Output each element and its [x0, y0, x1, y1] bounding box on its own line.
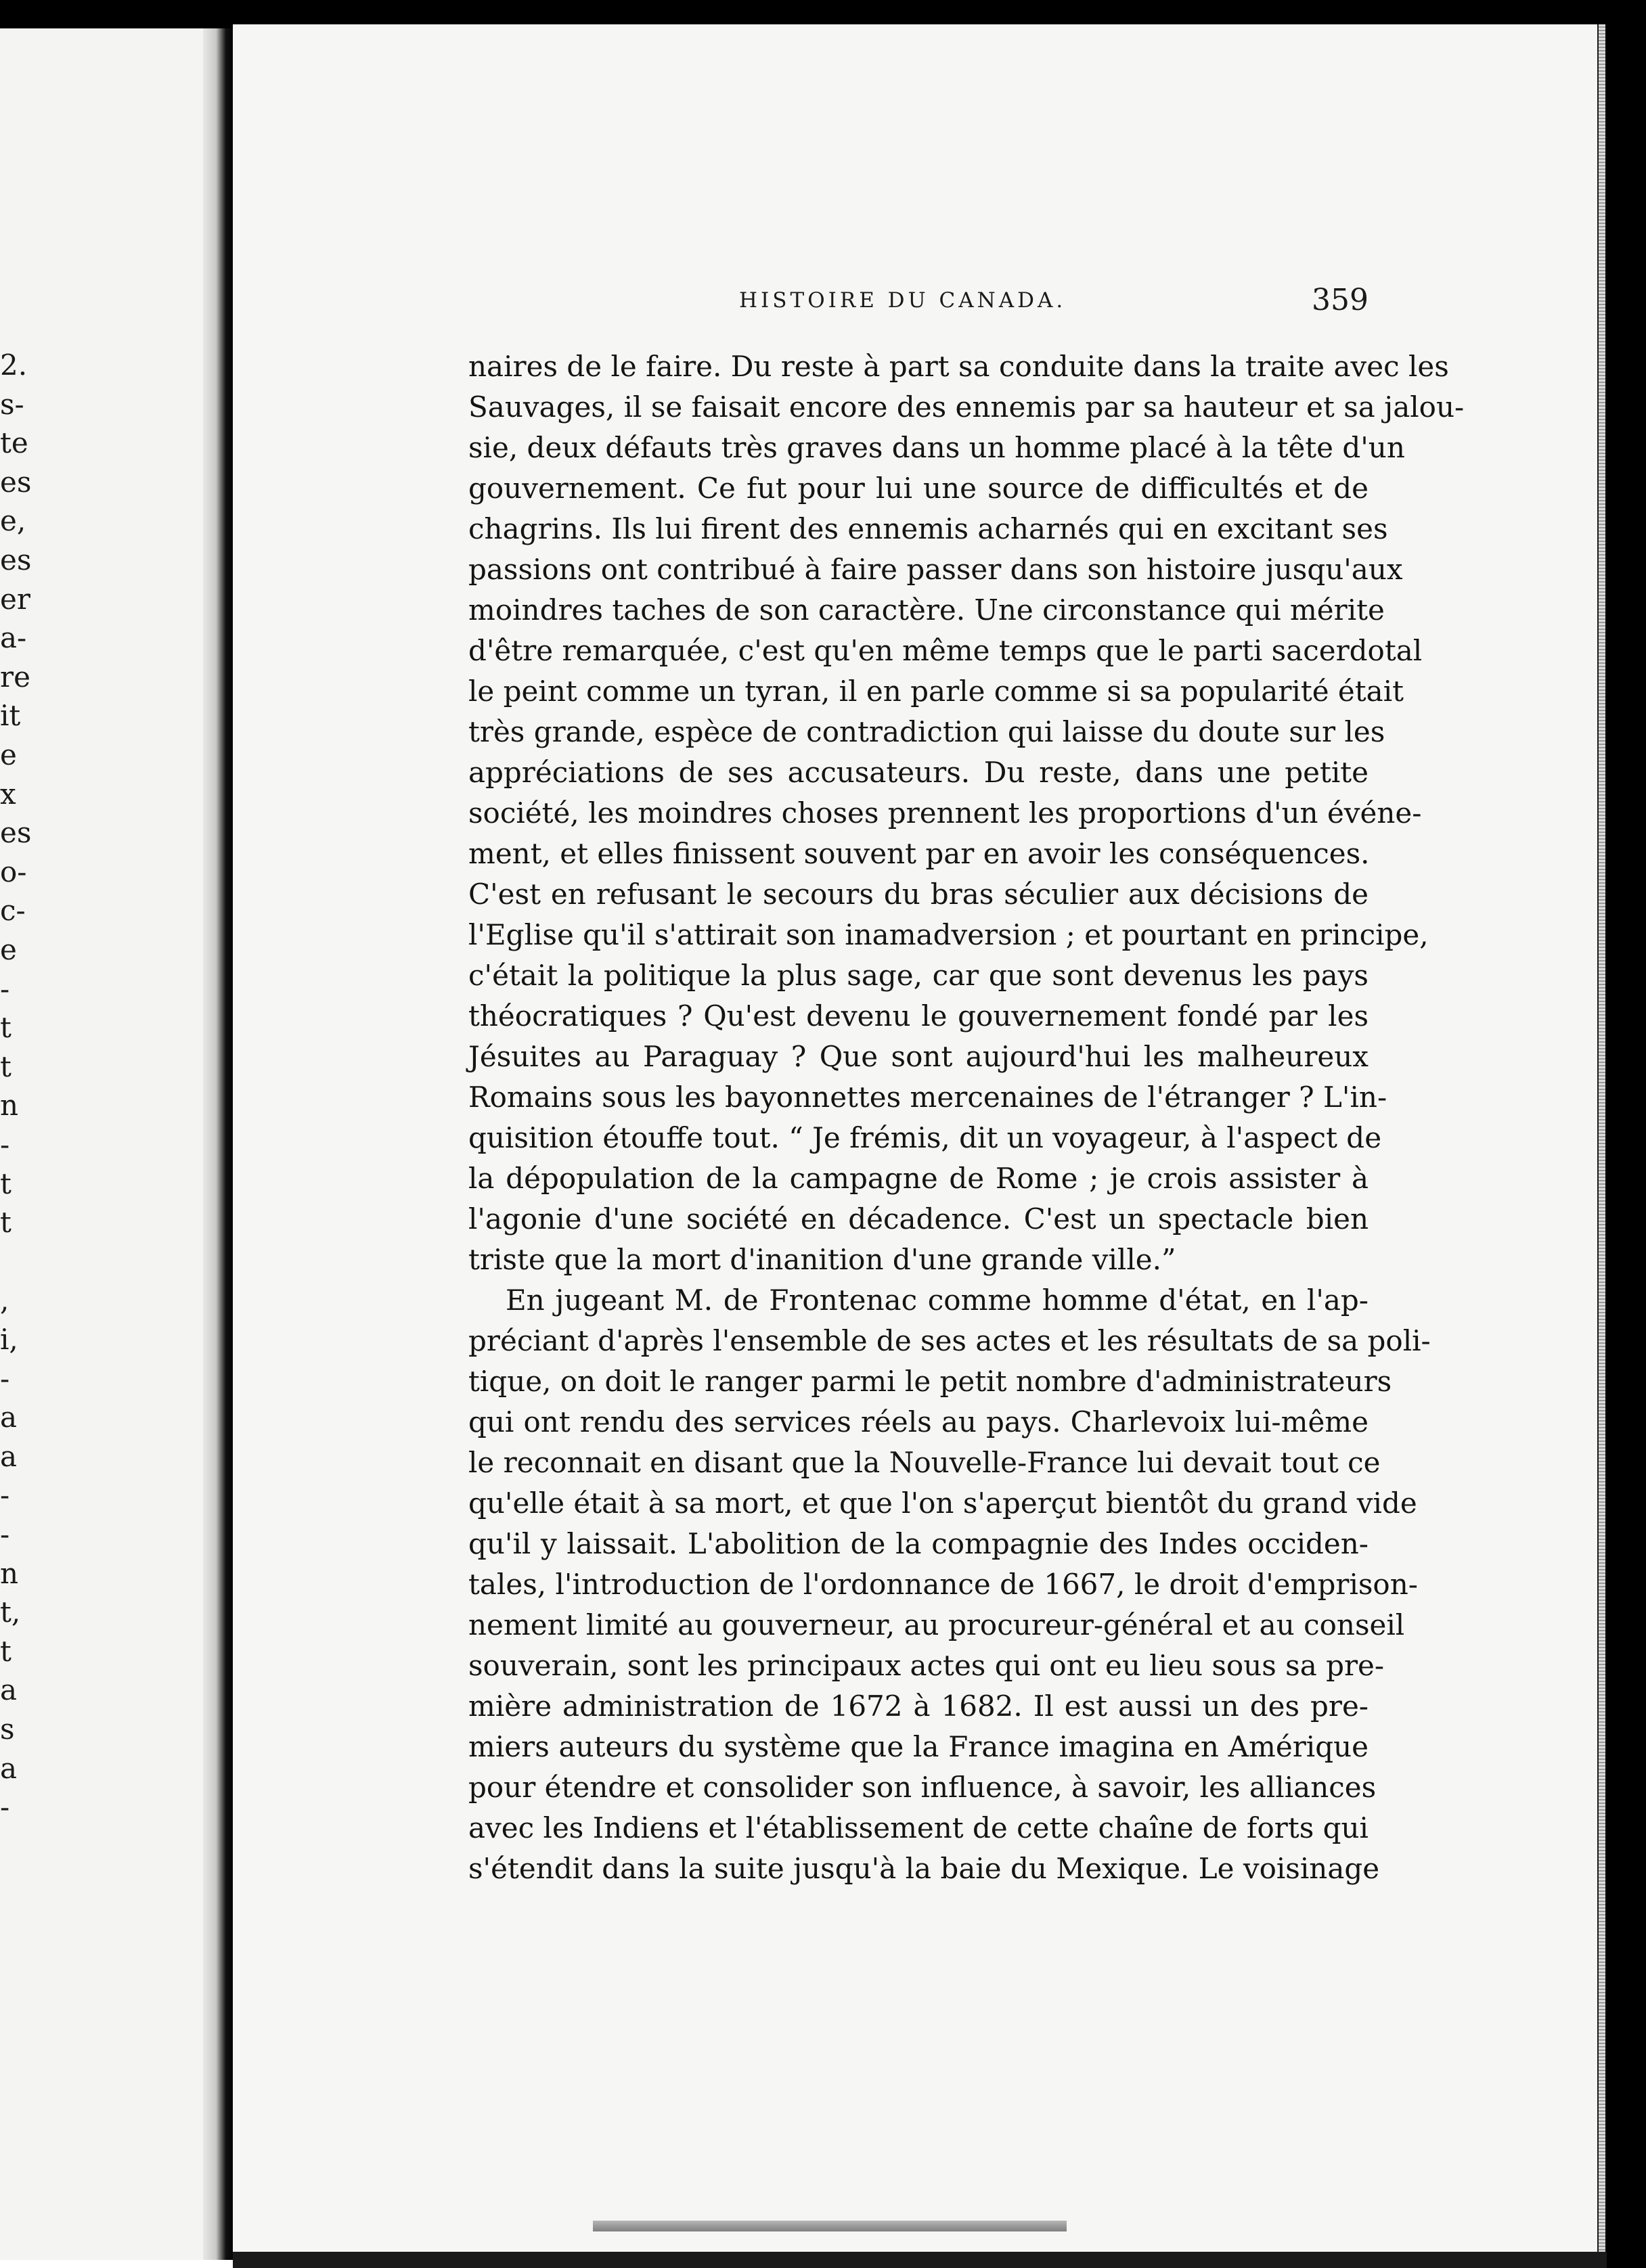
facing-line-fragment: ,	[0, 1284, 9, 1317]
text-line: avec les Indiens et l'établissement de cette chaîne de forts qui	[468, 1811, 1369, 1844]
text-line: ment, et elles finissent souvent par en avoir les conséquences.	[468, 837, 1370, 870]
facing-line-fragment: -	[0, 1361, 10, 1395]
facing-line-fragment: -	[0, 1128, 10, 1161]
text-line: qu'il y laissait. L'abolition de la compagnie des Indes occiden-	[468, 1527, 1369, 1560]
facing-line-fragment: -	[0, 972, 10, 1005]
text-line: souverain, sont les principaux actes qui ont eu lieu sous sa pre-	[468, 1649, 1385, 1682]
facing-line-fragment: a	[0, 1751, 18, 1785]
facing-line-fragment: 2.	[0, 348, 28, 382]
facing-line-fragment: -	[0, 1790, 10, 1824]
text-line: appréciations de ses accusateurs. Du reste, dans une petite	[468, 756, 1369, 789]
facing-line-fragment: it	[0, 699, 21, 733]
page-bottom-strip	[593, 2221, 1067, 2231]
text-line: le peint comme un tyran, il en parle comme si sa popularité était	[468, 675, 1404, 708]
scan-border-bottom	[233, 2252, 1607, 2268]
facing-line-fragment: a	[0, 1439, 18, 1473]
text-line: gouvernement. Ce fut pour lui une source de difficultés et de	[468, 472, 1369, 505]
text-line: société, les moindres choses prennent les proportions d'un événe-	[468, 796, 1422, 830]
text-line: d'être remarquée, c'est qu'en même temps que le parti sacerdotal	[468, 634, 1423, 667]
facing-line-fragment: e,	[0, 504, 26, 538]
text-line: le reconnait en disant que la Nouvelle-France lui devait tout ce	[468, 1446, 1381, 1479]
facing-line-fragment: es	[0, 465, 32, 499]
text-line: passions ont contribué à faire passer dans son histoire jusqu'aux	[468, 553, 1403, 586]
text-line: c'était la politique la plus sage, car que sont devenus les pays	[468, 959, 1369, 992]
facing-line-fragment: te	[0, 426, 28, 460]
text-line: sie, deux défauts très graves dans un homme placé à la tête d'un	[468, 431, 1405, 464]
facing-line-fragment: t	[0, 1206, 12, 1240]
text-line: C'est en refusant le secours du bras séculier aux décisions de	[468, 878, 1369, 911]
facing-line-fragment: s-	[0, 387, 24, 421]
facing-line-fragment: er	[0, 582, 30, 616]
scan-border-right	[1605, 0, 1646, 2268]
text-line: Sauvages, il se faisait encore des ennemis par sa hauteur et sa jalou-	[468, 390, 1465, 424]
text-line: la dépopulation de la campagne de Rome ; je crois assister à	[468, 1162, 1369, 1195]
text-line: miers auteurs du système que la France imagina en Amérique	[468, 1730, 1369, 1763]
running-head: HISTOIRE DU CANADA.	[739, 288, 1067, 313]
text-line: mière administration de 1672 à 1682. Il est aussi un des pre-	[468, 1689, 1369, 1723]
text-line: théocratiques ? Qu'est devenu le gouvernement fondé par les	[468, 999, 1369, 1033]
facing-line-fragment: c-	[0, 894, 26, 928]
facing-line-fragment: a	[0, 1401, 18, 1434]
text-line: chagrins. Ils lui firent des ennemis acharnés qui en excitant ses	[468, 512, 1388, 545]
facing-line-fragment: s	[0, 1713, 15, 1746]
facing-line-fragment: t	[0, 1166, 12, 1200]
facing-line-fragment: es	[0, 543, 32, 576]
facing-line-fragment: a-	[0, 621, 27, 655]
text-line: tique, on doit le ranger parmi le petit nombre d'administrateurs	[468, 1365, 1392, 1398]
text-line: qui ont rendu des services réels au pays. Charlevoix lui-même	[468, 1405, 1369, 1438]
text-line: triste que la mort d'inanition d'une grande ville.”	[468, 1243, 1176, 1276]
text-line: nement limité au gouverneur, au procureur-général et au conseil	[468, 1608, 1405, 1641]
text-line: Romains sous les bayonnettes mercenaines de l'étranger ? L'in-	[468, 1081, 1387, 1114]
facing-line-fragment: -	[0, 1518, 10, 1551]
facing-line-fragment: n	[0, 1089, 19, 1122]
facing-line-fragment: t	[0, 1049, 12, 1083]
text-line: qu'elle était à sa mort, et que l'on s'aperçut bientôt du grand vide	[468, 1487, 1417, 1520]
paragraph-1	[468, 346, 1465, 1280]
facing-line-fragment: t	[0, 1011, 12, 1045]
facing-line-fragment: x	[0, 777, 16, 811]
text-line: En jugeant M. de Frontenac comme homme d'état, en l'ap-	[506, 1284, 1369, 1317]
text-line: Jésuites au Paraguay ? Que sont aujourd'hui les malheureux	[468, 1040, 1369, 1073]
facing-line-fragment: t	[0, 1634, 12, 1668]
facing-line-fragment: i,	[0, 1323, 18, 1356]
body-text	[468, 346, 1465, 1889]
text-line: l'agonie d'une société en décadence. C'est un spectacle bien	[468, 1202, 1369, 1235]
text-line: l'Eglise qu'il s'attirait son inamadversion ; et pourtant en principe,	[468, 918, 1429, 951]
page-number: 359	[1312, 283, 1369, 317]
facing-line-fragment: e	[0, 738, 17, 771]
facing-line-fragment: re	[0, 660, 30, 694]
edge-dot	[1608, 1057, 1616, 1068]
text-line: s'étendit dans la suite jusqu'à la baie du Mexique. Le voisinage	[468, 1852, 1380, 1885]
facing-line-fragment: -	[0, 1478, 10, 1512]
paragraph-2	[468, 1280, 1431, 1889]
text-line: naires de le faire. Du reste à part sa conduite dans la traite avec les	[468, 350, 1449, 383]
text-line: très grande, espèce de contradiction qui laisse du doute sur les	[468, 715, 1385, 748]
facing-line-fragment: a	[0, 1673, 18, 1707]
book-gutter	[203, 27, 236, 2260]
facing-line-fragment: es	[0, 816, 32, 850]
edge-mark	[1605, 1942, 1620, 2057]
text-line: moindres taches de son caractère. Une circonstance qui mérite	[468, 593, 1385, 627]
text-line: quisition étouffe tout. “ Je frémis, dit un voyageur, à l'aspect de	[468, 1121, 1382, 1154]
text-line: préciant d'après l'ensemble de ses actes et les résultats de sa poli-	[468, 1324, 1431, 1357]
facing-line-fragment: n	[0, 1556, 19, 1590]
facing-line-fragment: o-	[0, 855, 27, 888]
facing-page-line-endings	[0, 0, 203, 2268]
facing-line-fragment: e	[0, 933, 17, 966]
page-header	[468, 283, 1369, 323]
text-line: tales, l'introduction de l'ordonnance de 1667, le droit d'emprison-	[468, 1568, 1418, 1601]
text-line: pour étendre et consolider son influence, à savoir, les alliances	[468, 1771, 1377, 1804]
facing-line-fragment: t,	[0, 1595, 21, 1629]
